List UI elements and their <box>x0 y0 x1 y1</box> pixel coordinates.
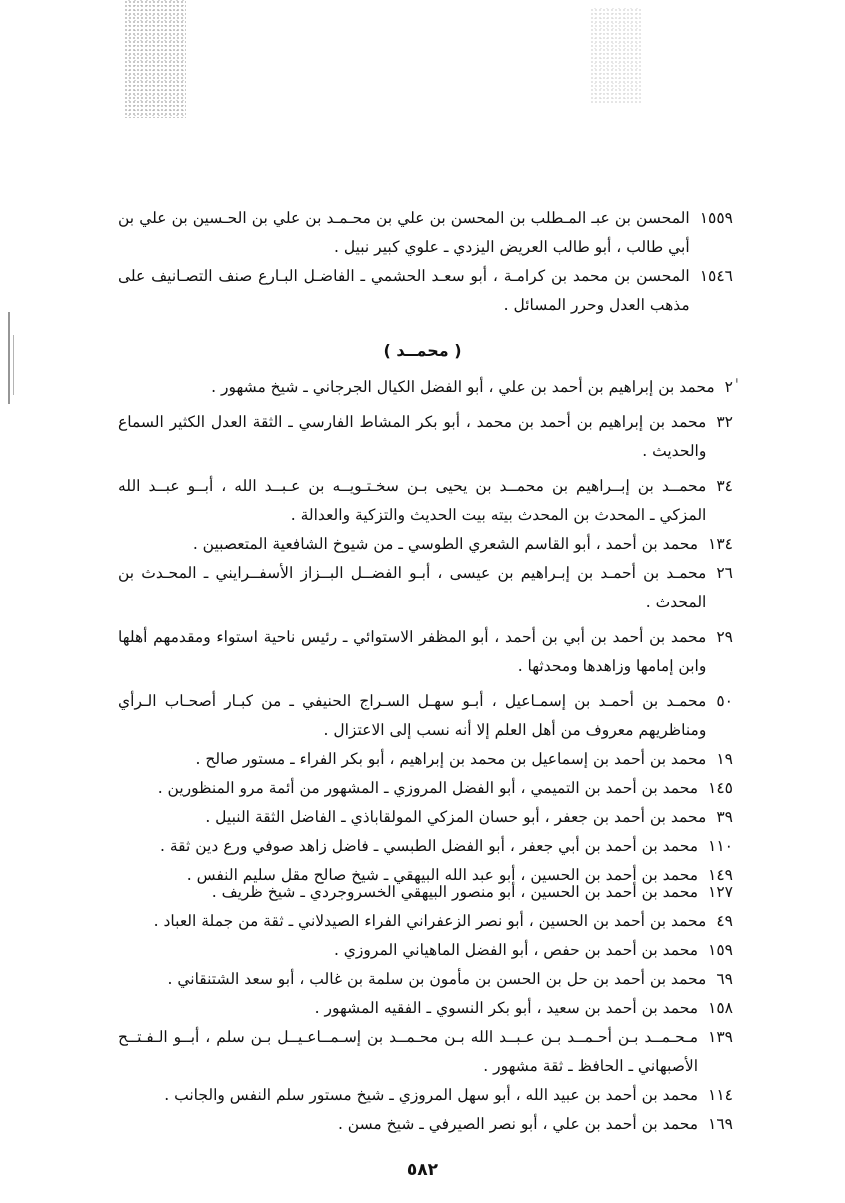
entry-text: المحسن بن عبـ المـطلب بن المحسن بن علي بن محـمـد بن علي بن الحـسين بن علي بن أبي طالب ، أبو طالب العريض اليزدي ـ علوي كبير نبيل . <box>118 209 690 256</box>
entry-number: ١٤٥ <box>708 779 733 797</box>
entry-text: محمد بن أحمد بن حفص ، أبو الفضل الماهياني المروزي . <box>333 941 699 959</box>
entry-number: ٥٠ <box>716 692 733 710</box>
entry-number: ١٥٩ <box>708 941 733 959</box>
entry <box>118 408 733 466</box>
entry <box>118 204 733 262</box>
section-heading: ( محمــد ) <box>383 341 462 360</box>
entry-text: محمد بن أحمد بن الحسين ، أبو منصور البيهقي الخسروجردي ـ شيخ ظريف . <box>211 883 699 901</box>
entry-number: ٣٤ <box>716 477 733 495</box>
entry-text: مـحـمــد بـن أحـمــد بـن عـبــد الله بـن محـمــد بن إسـمــاعـيــل بـن سلم ، أبــو الـفـتــح الأصبهاني ـ الحافظ ـ ثقة مشهور . <box>118 1028 699 1075</box>
entry-number: ٦٩ <box>716 970 733 988</box>
entry-text: محمد بن إبراهيم بن أحمد بن علي ، أبو الفضل الكيال الجرجاني ـ شيخ مشهور . <box>211 378 715 396</box>
entry-number: ٢٩ <box>716 628 733 646</box>
entry <box>118 530 733 559</box>
entry-text: محمد بن أحمد بن علي ، أبو نصر الصيرفي ـ شيخ مسن . <box>337 1115 699 1133</box>
entry <box>118 803 733 832</box>
entry-text: محمد بن إبراهيم بن أحمد بن محمد ، أبو بكر المشاط الفارسي ـ الثقة العدل الكثير السماع والحديث . <box>118 413 707 460</box>
entry <box>118 623 733 681</box>
entry-text: محمد بن أحمد بن إسماعيل بن محمد بن إبراهيم ، أبو بكر الفراء ـ مستور صالح . <box>195 750 707 768</box>
entry-number: ١٩ <box>716 750 733 768</box>
entry-text: محمد بن أحمد بن أبي بن أحمد ، أبو المظفر الاستوائي ـ رئيس ناحية استواء ومقدمهم أهلها وابن إمامها وزاهدها ومحدثها . <box>118 628 707 675</box>
entry <box>118 878 733 907</box>
entry-text: محمد بن أحمد بن الحسين ، أبو عبد الله البيهقي ـ شيخ صالح مقل سليم النفس . <box>186 866 699 884</box>
entry-text: محمد بن أحمد ، أبو القاسم الشعري الطوسي ـ من شيوخ الشافعية المتعصبين . <box>192 535 699 553</box>
entry-number: ١٢٧ <box>708 883 733 901</box>
entry-text: محمد بن أحمد بن سعيد ، أبو بكر النسوي ـ الفقيه المشهور . <box>314 999 699 1017</box>
entry <box>118 745 733 774</box>
entry-number: ١٥٨ <box>708 999 733 1017</box>
entry-text: محمد بن أحمد بن عبيد الله ، أبو سهل المروزي ـ شيخ مستور سلم النفس والجانب . <box>164 1086 699 1104</box>
entry-number: ١٥٥٩ <box>699 209 733 227</box>
entry <box>118 774 733 803</box>
entry-number: ٢ٰ <box>724 378 733 396</box>
entry-text: محمـد بن أحمـد بن إسمـاعيل ، أبـو سهـل السـراج الحنيفي ـ من كبـار أصحـاب الـرأي ومناظريهم معروف من أهل العلم إلا أنه نسب إلى الاعتزال . <box>118 692 707 739</box>
entries-list <box>118 373 733 890</box>
scan-speckle-right <box>590 8 642 103</box>
entry <box>118 559 733 617</box>
entry-number: ١٣٤ <box>708 535 733 553</box>
entry <box>118 373 733 402</box>
entry <box>118 472 733 530</box>
entry-text: محمد بن أحمد بن جعفر ، أبو حسان المزكي المولقاباذي ـ الفاضل الثقة النبيل . <box>205 808 707 826</box>
entry-number: ١٤٩ <box>708 866 733 884</box>
entry <box>118 1023 733 1081</box>
entry <box>118 687 733 745</box>
entry-number: ١١٤ <box>708 1086 733 1104</box>
entries-list <box>118 878 733 1139</box>
entry <box>118 936 733 965</box>
entry <box>118 1081 733 1110</box>
entry-text: محمد بن أحمد بن التميمي ، أبو الفضل المروزي ـ المشهور من أئمة مرو المنظورين . <box>157 779 699 797</box>
entry-text: محمـد بن أحمـد بن إبـراهيم بن عيسى ، أبـو الفضــل البــزاز الأسفــرايني ـ المحـدث بن المحدث . <box>118 564 707 611</box>
scan-speckle-left <box>124 0 186 118</box>
entry-number: ١٣٩ <box>708 1028 733 1046</box>
entry <box>118 907 733 936</box>
top-entries <box>118 204 733 320</box>
entry-number: ٣٩ <box>716 808 733 826</box>
entry-number: ٤٩ <box>716 912 733 930</box>
entry <box>118 832 733 861</box>
entry <box>118 994 733 1023</box>
entry-number: ٣٢ <box>716 413 733 431</box>
entry-number: ٢٦ <box>716 564 733 582</box>
page-number: ٥٨٢ <box>406 1160 439 1180</box>
entry-number: ١٦٩ <box>708 1115 733 1133</box>
entry <box>118 262 733 320</box>
entry-text: محمد بن أحمد بن الحسين ، أبو نصر الزعفراني الفراء الصيدلاني ـ ثقة من جملة العباد . <box>153 912 707 930</box>
entry-number: ١١٠ <box>708 837 733 855</box>
entry <box>118 1110 733 1139</box>
entry-text: المحسن بن محمد بن كرامـة ، أبو سعـد الحشمي ـ الفاضـل البـارع صنف التصـانيف على مذهب العدل وحرر المسائل . <box>118 267 690 314</box>
entry-text: محمــد بن إبــراهيم بن محمــد بن يحيى بـن سخـتـويــه بن عـبــد الله ، أبــو عبــد الله المزكي ـ المحدث بن المحدث بيته بيت الحديث والتزكية والعدالة . <box>118 477 707 524</box>
entry <box>118 965 733 994</box>
entry-number: ١٥٤٦ <box>699 267 733 285</box>
entry-text: محمد بن أحمد بن حل بن الحسن بن مأمون بن سلمة بن غالب ، أبو سعد الشتنقاني . <box>167 970 707 988</box>
entry-text: محمد بن أحمد بن أبي جعفر ، أبو الفضل الطبسي ـ فاضل زاهد صوفي ورع دين ثقة . <box>160 837 699 855</box>
